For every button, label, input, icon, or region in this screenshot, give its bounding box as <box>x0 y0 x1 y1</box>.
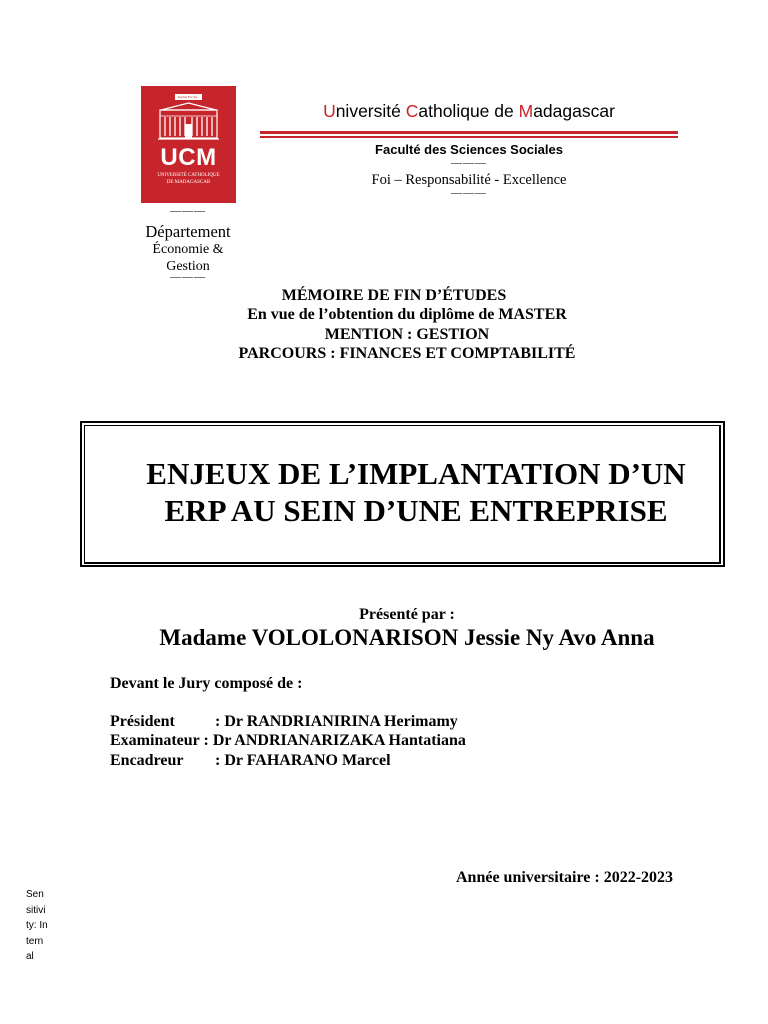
memoire-line3: MENTION : GESTION <box>324 326 490 343</box>
motto: Foi – Responsabilité - Excellence <box>371 172 567 188</box>
department-label: Département <box>145 222 231 241</box>
academic-year: Année universitaire : 2022-2023 <box>456 869 674 886</box>
jury-role: Président <box>110 713 175 730</box>
logo-subtitle-1: UNIVERSITÉ CATHOLIQUE <box>157 173 220 178</box>
department-name-line1: Économie & <box>152 242 224 257</box>
department-name-line2: Gestion <box>166 259 210 274</box>
univ-rest-1: niversité <box>335 101 406 121</box>
separator-1: ——— <box>451 157 487 169</box>
univ-rest-3: adagascar <box>533 101 615 121</box>
univ-cap-c: C <box>405 101 419 121</box>
thesis-title-line1: ENJEUX DE L’IMPLANTATION D’UN <box>146 456 686 491</box>
univ-cap-m: M <box>518 101 534 121</box>
separator-2: ——— <box>451 187 487 199</box>
jury-heading: Devant le Jury composé de : <box>110 675 303 692</box>
jury-role: Encadreur <box>110 752 184 769</box>
author-name: Madame VOLOLONARISON Jessie Ny Avo Anna <box>159 625 655 650</box>
jury-row <box>110 732 466 750</box>
separator-4: ——— <box>170 271 206 283</box>
thesis-title-line2: ERP AU SEIN D’UNE ENTREPRISE <box>164 493 668 528</box>
memoire-line4: PARCOURS : FINANCES ET COMPTABILITÉ <box>238 345 576 362</box>
ucm-logo <box>141 86 236 203</box>
univ-rest-2: atholique de <box>418 101 519 121</box>
header-rule-thin <box>260 136 678 138</box>
jury-role: Examinateur <box>110 732 204 749</box>
department-name <box>128 241 248 275</box>
logo-subtitle-2: DE MADAGASCAR <box>166 180 211 185</box>
jury-member-name: : Dr FAHARANO Marcel <box>215 752 391 769</box>
memoire-line2: En vue de l’obtention du diplôme de MASTER <box>247 306 567 323</box>
separator-3: ——— <box>170 205 206 217</box>
jury-member-name: : Dr ANDRIANARIZAKA Hantatiana <box>203 732 466 749</box>
faculty-name: Faculté des Sciences Sociales <box>375 142 563 157</box>
logo-banner-text: Sophia Pro Sa... <box>177 95 200 99</box>
university-name <box>260 101 678 122</box>
jury-member-name: : Dr RANDRIANIRINA Herimamy <box>215 713 458 730</box>
header-rule-thick <box>260 131 678 134</box>
presented-by: Présenté par : <box>359 606 455 623</box>
logo-word: UCM <box>160 144 217 171</box>
memoire-line1: MÉMOIRE DE FIN D’ÉTUDES <box>281 287 507 304</box>
jury-row <box>110 713 458 731</box>
univ-cap-u: U <box>323 101 336 121</box>
thesis-title <box>96 455 736 529</box>
jury-row <box>110 752 391 770</box>
sensitivity-label: Sensitivity: Internal <box>26 889 48 962</box>
